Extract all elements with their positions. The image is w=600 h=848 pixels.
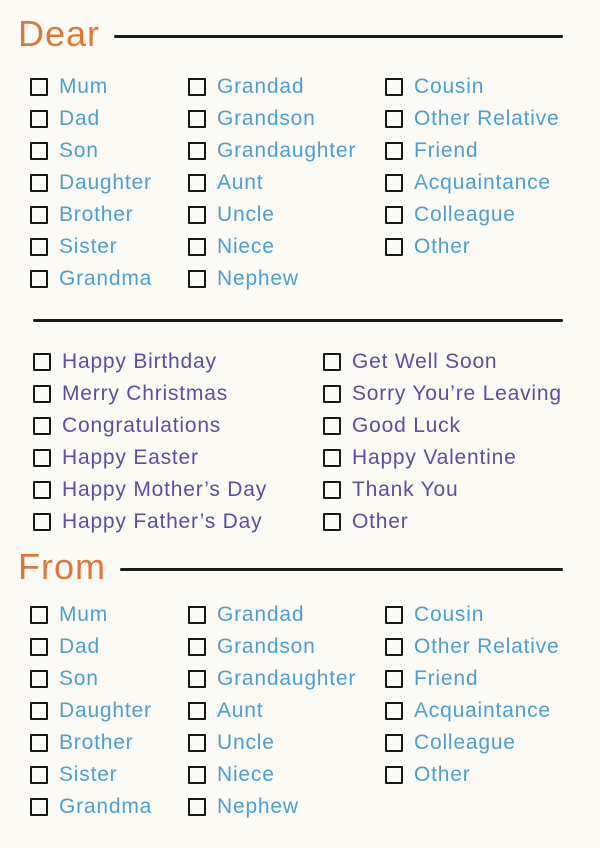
checklist-item-label: Uncle: [217, 202, 275, 226]
checklist-item-label: Brother: [59, 202, 134, 226]
checklist-item-label: Happy Mother’s Day: [62, 477, 268, 501]
checklist-item[interactable]: [33, 506, 323, 538]
checkbox[interactable]: [188, 702, 206, 720]
checklist-item-label: Dad: [59, 634, 100, 658]
checklist-item[interactable]: [385, 71, 600, 103]
checklist-item-label: Grandaughter: [217, 138, 357, 162]
from-heading: From: [18, 546, 106, 587]
checklist-item[interactable]: [385, 167, 600, 199]
checkbox[interactable]: [188, 638, 206, 656]
checklist-item-label: Cousin: [414, 602, 485, 626]
checklist-item[interactable]: [30, 791, 188, 823]
checklist-item-label: Son: [59, 138, 99, 162]
checklist-item[interactable]: [385, 135, 600, 167]
checklist-item[interactable]: [188, 631, 385, 663]
checkbox[interactable]: [30, 110, 48, 128]
checklist-item[interactable]: [30, 71, 188, 103]
occasion-checklist: [0, 346, 600, 538]
checklist-item[interactable]: [188, 135, 385, 167]
checklist-item[interactable]: [30, 663, 188, 695]
checkbox[interactable]: [385, 174, 403, 192]
checkbox[interactable]: [33, 513, 51, 531]
checklist-item[interactable]: [385, 663, 600, 695]
checklist-item-label: Mum: [59, 602, 109, 626]
checkbox[interactable]: [385, 78, 403, 96]
checklist-column: [385, 71, 600, 263]
checklist-item-label: Nephew: [217, 266, 299, 290]
checkbox[interactable]: [30, 174, 48, 192]
checkbox[interactable]: [33, 353, 51, 371]
checkbox[interactable]: [30, 606, 48, 624]
checklist-item-label: Brother: [59, 730, 134, 754]
checklist-item[interactable]: [188, 663, 385, 695]
checklist-item-label: Good Luck: [352, 413, 461, 437]
dear-heading: Dear: [18, 13, 101, 54]
checklist-column: [188, 599, 385, 823]
checklist-item-label: Friend: [414, 666, 479, 690]
checklist-item-label: Grandma: [59, 266, 153, 290]
checklist-item[interactable]: [385, 231, 600, 263]
checklist-item-label: Other: [414, 234, 471, 258]
checklist-item[interactable]: [385, 599, 600, 631]
checkbox[interactable]: [30, 270, 48, 288]
checklist-item[interactable]: [33, 410, 323, 442]
checklist-item[interactable]: [323, 410, 600, 442]
checkbox[interactable]: [188, 78, 206, 96]
checklist-item-label: Merry Christmas: [62, 381, 229, 405]
checkbox[interactable]: [385, 702, 403, 720]
checkbox[interactable]: [30, 638, 48, 656]
checkbox[interactable]: [188, 110, 206, 128]
checkbox[interactable]: [385, 670, 403, 688]
checklist-item[interactable]: [385, 631, 600, 663]
checklist-item-label: Colleague: [414, 730, 516, 754]
checklist-item[interactable]: [188, 103, 385, 135]
checklist-item[interactable]: [30, 167, 188, 199]
checkbox[interactable]: [323, 417, 341, 435]
checklist-item-label: Thank You: [352, 477, 459, 501]
checklist-item[interactable]: [30, 199, 188, 231]
checklist-column: [30, 71, 188, 295]
dear-recipient-checklist: [0, 71, 600, 295]
checklist-item-label: Grandma: [59, 794, 153, 818]
checkbox[interactable]: [30, 766, 48, 784]
checklist-column: [385, 599, 600, 791]
checklist-item-label: Sister: [59, 762, 118, 786]
checklist-item[interactable]: [385, 759, 600, 791]
checklist-item[interactable]: [30, 599, 188, 631]
checklist-item[interactable]: [385, 695, 600, 727]
checklist-item-label: Happy Easter: [62, 445, 199, 469]
dear-heading-rule: [114, 35, 563, 38]
checklist-item-label: Aunt: [217, 698, 264, 722]
checkbox[interactable]: [188, 174, 206, 192]
checklist-item-label: Uncle: [217, 730, 275, 754]
checkbox[interactable]: [188, 734, 206, 752]
checkbox[interactable]: [30, 702, 48, 720]
checklist-item[interactable]: [30, 263, 188, 295]
checkbox[interactable]: [323, 385, 341, 403]
checkbox[interactable]: [188, 606, 206, 624]
checklist-item[interactable]: [33, 378, 323, 410]
checklist-item[interactable]: [385, 199, 600, 231]
checkbox[interactable]: [30, 238, 48, 256]
checklist-item-label: Colleague: [414, 202, 516, 226]
checkbox[interactable]: [30, 78, 48, 96]
checkbox[interactable]: [33, 385, 51, 403]
checkbox[interactable]: [188, 142, 206, 160]
checklist-item[interactable]: [30, 631, 188, 663]
checkbox[interactable]: [30, 670, 48, 688]
checklist-item[interactable]: [188, 759, 385, 791]
checklist-item-label: Son: [59, 666, 99, 690]
dear-heading-row: [0, 14, 600, 58]
checklist-column: [30, 599, 188, 823]
checkbox[interactable]: [188, 270, 206, 288]
checklist-item[interactable]: [30, 135, 188, 167]
checklist-item[interactable]: [188, 791, 385, 823]
checkbox[interactable]: [33, 417, 51, 435]
checklist-item-label: Congratulations: [62, 413, 222, 437]
checkbox[interactable]: [385, 142, 403, 160]
checklist-item-label: Other: [414, 762, 471, 786]
checklist-item-label: Grandson: [217, 106, 316, 130]
checklist-item-label: Nephew: [217, 794, 299, 818]
checklist-item-label: Daughter: [59, 698, 152, 722]
checklist-item[interactable]: [188, 71, 385, 103]
checkbox[interactable]: [385, 238, 403, 256]
checkbox[interactable]: [323, 353, 341, 371]
checkbox[interactable]: [188, 766, 206, 784]
checkbox[interactable]: [188, 238, 206, 256]
from-heading-row: [0, 547, 600, 591]
checklist-item-label: Sorry You’re Leaving: [352, 381, 562, 405]
checklist-item[interactable]: [33, 442, 323, 474]
section-divider: [33, 319, 563, 322]
checklist-item-label: Get Well Soon: [352, 349, 498, 373]
from-recipient-checklist: [0, 599, 600, 823]
checklist-item-label: Happy Valentine: [352, 445, 517, 469]
checklist-item[interactable]: [30, 727, 188, 759]
checklist-item-label: Aunt: [217, 170, 264, 194]
checkbox[interactable]: [30, 142, 48, 160]
checklist-item-label: Happy Birthday: [62, 349, 217, 373]
checkbox[interactable]: [323, 449, 341, 467]
checklist-item[interactable]: [30, 759, 188, 791]
checklist-item-label: Acquaintance: [414, 170, 551, 194]
checkbox[interactable]: [385, 606, 403, 624]
checklist-item-label: Other Relative: [414, 106, 560, 130]
checkbox[interactable]: [30, 206, 48, 224]
checkbox[interactable]: [188, 670, 206, 688]
checkbox[interactable]: [385, 734, 403, 752]
checkbox[interactable]: [33, 481, 51, 499]
checklist-item[interactable]: [385, 727, 600, 759]
checklist-item[interactable]: [323, 442, 600, 474]
checklist-item[interactable]: [30, 103, 188, 135]
checklist-item[interactable]: [33, 346, 323, 378]
checklist-item-label: Other: [352, 509, 409, 533]
checklist-item[interactable]: [188, 599, 385, 631]
checkbox[interactable]: [30, 734, 48, 752]
checklist-item-label: Niece: [217, 762, 275, 786]
checklist-item[interactable]: [30, 231, 188, 263]
checklist-item-label: Cousin: [414, 74, 485, 98]
checklist-column: [33, 346, 323, 538]
checklist-item-label: Grandad: [217, 74, 305, 98]
checkbox[interactable]: [30, 798, 48, 816]
checkbox[interactable]: [385, 766, 403, 784]
checklist-item[interactable]: [323, 378, 600, 410]
checklist-column: [188, 71, 385, 295]
checklist-item[interactable]: [33, 474, 323, 506]
checkbox[interactable]: [188, 206, 206, 224]
checklist-item-label: Acquaintance: [414, 698, 551, 722]
checklist-item-label: Niece: [217, 234, 275, 258]
checkbox[interactable]: [385, 638, 403, 656]
checklist-item[interactable]: [323, 506, 600, 538]
checklist-item-label: Sister: [59, 234, 118, 258]
checklist-item[interactable]: [385, 103, 600, 135]
checkbox[interactable]: [385, 110, 403, 128]
checkbox[interactable]: [33, 449, 51, 467]
checklist-item-label: Happy Father’s Day: [62, 509, 263, 533]
from-heading-rule: [120, 568, 563, 571]
checklist-item-label: Friend: [414, 138, 479, 162]
checklist-item[interactable]: [188, 727, 385, 759]
checklist-item[interactable]: [323, 346, 600, 378]
checkbox[interactable]: [385, 206, 403, 224]
checklist-item-label: Grandad: [217, 602, 305, 626]
checklist-item-label: Dad: [59, 106, 100, 130]
checklist-item[interactable]: [323, 474, 600, 506]
checkbox[interactable]: [323, 481, 341, 499]
checklist-item-label: Mum: [59, 74, 109, 98]
checklist-column: [323, 346, 600, 538]
checklist-item[interactable]: [188, 167, 385, 199]
checklist-item-label: Grandaughter: [217, 666, 357, 690]
checklist-item[interactable]: [188, 263, 385, 295]
checkbox[interactable]: [188, 798, 206, 816]
checklist-item[interactable]: [188, 695, 385, 727]
checklist-item[interactable]: [188, 231, 385, 263]
checklist-item[interactable]: [30, 695, 188, 727]
checklist-item-label: Other Relative: [414, 634, 560, 658]
checkbox[interactable]: [323, 513, 341, 531]
checklist-item-label: Daughter: [59, 170, 152, 194]
checklist-item-label: Grandson: [217, 634, 316, 658]
checklist-item[interactable]: [188, 199, 385, 231]
